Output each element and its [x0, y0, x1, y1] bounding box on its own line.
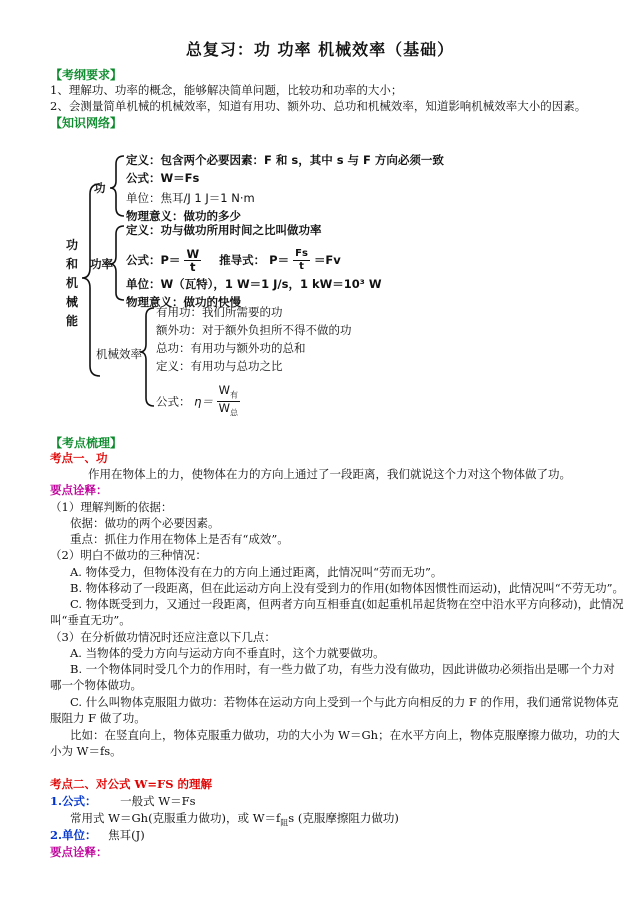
- point-3c-cont: 服阻力 F 做了功。: [50, 711, 146, 725]
- knowledge-network-diagram: [60, 148, 460, 428]
- power-label: 功率: [90, 257, 113, 271]
- point-2b: B. 物体移动了一段距离，但在此运动方向上没有受到力的作用(如物体因惯性而运动)，此情况叫“不劳无功”。: [70, 581, 624, 595]
- root-label: 功 和 机 械 能: [65, 238, 78, 328]
- keypoint-1-text: 作用在物体上的力，使物体在力的方向上通过了一段距离，我们就说这个力对这个物体做了功。: [88, 467, 571, 481]
- unit-label: 2.单位：: [50, 828, 97, 842]
- work-meaning: 物理意义：做功的多少: [126, 209, 241, 223]
- point-2c-cont: 叫“垂直无功”。: [50, 613, 131, 627]
- power-formula: 公式：P＝ $\frac{W}{t}$ 推导式： P＝ $\frac{Fs}{t}$ ＝Fv: [126, 247, 341, 274]
- requirement-1: 1、理解功、功率的概念，能够解决简单问题，比较功和功率的大小；: [50, 83, 403, 97]
- efficiency-label: 机械效率: [96, 347, 142, 361]
- efficiency-definition: 定义：有用功与总功之比: [156, 359, 283, 373]
- efficiency-formula: 公式： η＝ $W_有$ $W_总$: [156, 383, 238, 418]
- work-unit: 单位：焦耳/J 1 J＝1 N·m: [126, 191, 255, 205]
- point-3d-cont: 小为 W＝fs。: [50, 744, 122, 758]
- section-key-points: 【考点梳理】: [50, 436, 123, 450]
- formula-common: 常用式 W＝Gh(克服重力做功)，或 $W=f_阻s$ (克服摩擦阻力做功): [70, 811, 399, 828]
- point-3d: 比如：在竖直向上，物体克服重力做功，功的大小为 W＝Gh；在水平方向上，物体克服摩擦力做功，功的大: [70, 728, 620, 742]
- power-definition: 定义：功与做功所用时间之比叫做功率: [126, 223, 322, 237]
- section-exam-requirements: 【考纲要求】: [50, 68, 123, 82]
- power-meaning: 物理意义：做功的快慢: [126, 295, 241, 309]
- point-2a: A. 物体受力，但物体没有在力的方向上通过距离，此情况叫“劳而无功”。: [70, 565, 443, 579]
- extra-work: 额外功：对于额外负担所不得不做的功: [156, 323, 352, 337]
- note-heading-1: 要点诠释：: [50, 483, 108, 497]
- point-3a: A. 当物体的受力方向与运动方向不垂直时，这个力就要做功。: [70, 646, 385, 660]
- formula-general: 一般式 W＝Fs: [120, 794, 196, 808]
- point-2: （2）明白不做功的三种情况：: [50, 548, 207, 562]
- work-formula: 公式：W＝Fs: [126, 171, 200, 185]
- formula-label: 1.公式：: [50, 794, 97, 808]
- keypoint-1-heading: 考点一、功: [50, 451, 108, 465]
- work-brace: [110, 156, 124, 216]
- keypoint-2-heading: 考点二、对公式 W=FS 的理解: [50, 777, 213, 791]
- point-1a: 依据：做功的两个必要因素。: [70, 516, 220, 530]
- point-1b: 重点：抓住力作用在物体上是否有“成效”。: [70, 532, 289, 546]
- point-3: （3）在分析做功情况时还应注意以下几点：: [50, 630, 276, 644]
- useful-work: 有用功：我们所需要的功: [156, 305, 283, 319]
- unit-text: 焦耳(J): [108, 828, 145, 842]
- point-1: （1）理解判断的依据：: [50, 500, 173, 514]
- page-title: 总复习：功 功率 机械效率（基础）: [185, 40, 455, 59]
- section-knowledge-network: 【知识网络】: [50, 116, 123, 130]
- requirement-2: 2、会测量简单机械的机械效率，知道有用功、额外功、总功和机械效率，知道影响机械效率大小的因素。: [50, 99, 587, 113]
- work-definition: 定义：包含两个必要因素：F 和 s，其中 s 与 F 方向必须一致: [126, 153, 444, 167]
- power-unit: 单位：W（瓦特），1 W＝1 J/s，1 kW＝10³ W: [126, 277, 382, 291]
- unit-line: [50, 827, 600, 843]
- point-3c: C. 什么叫物体克服阻力做功：若物体在运动方向上受到一个与此方向相反的力 F 的作用，我们通常说物体克: [70, 695, 619, 709]
- total-work: 总功：有用功与额外功的总和: [156, 341, 306, 355]
- note-heading-2: 要点诠释：: [50, 845, 108, 859]
- point-3b-cont: 哪一个物体做功。: [50, 678, 142, 692]
- efficiency-brace: [140, 308, 154, 406]
- work-label: 功: [94, 181, 106, 195]
- formula-line-1: [50, 793, 600, 809]
- point-3b: B. 一个物体同时受几个力的作用时，有一些力做了功，有些力没有做功，因此讲做功必须指出是哪一个力对: [70, 662, 615, 676]
- point-2c: C. 物体既受到力，又通过一段距离，但两者方向互相垂直(如起重机吊起货物在空中沿水平方向移动)，此情况: [70, 597, 624, 611]
